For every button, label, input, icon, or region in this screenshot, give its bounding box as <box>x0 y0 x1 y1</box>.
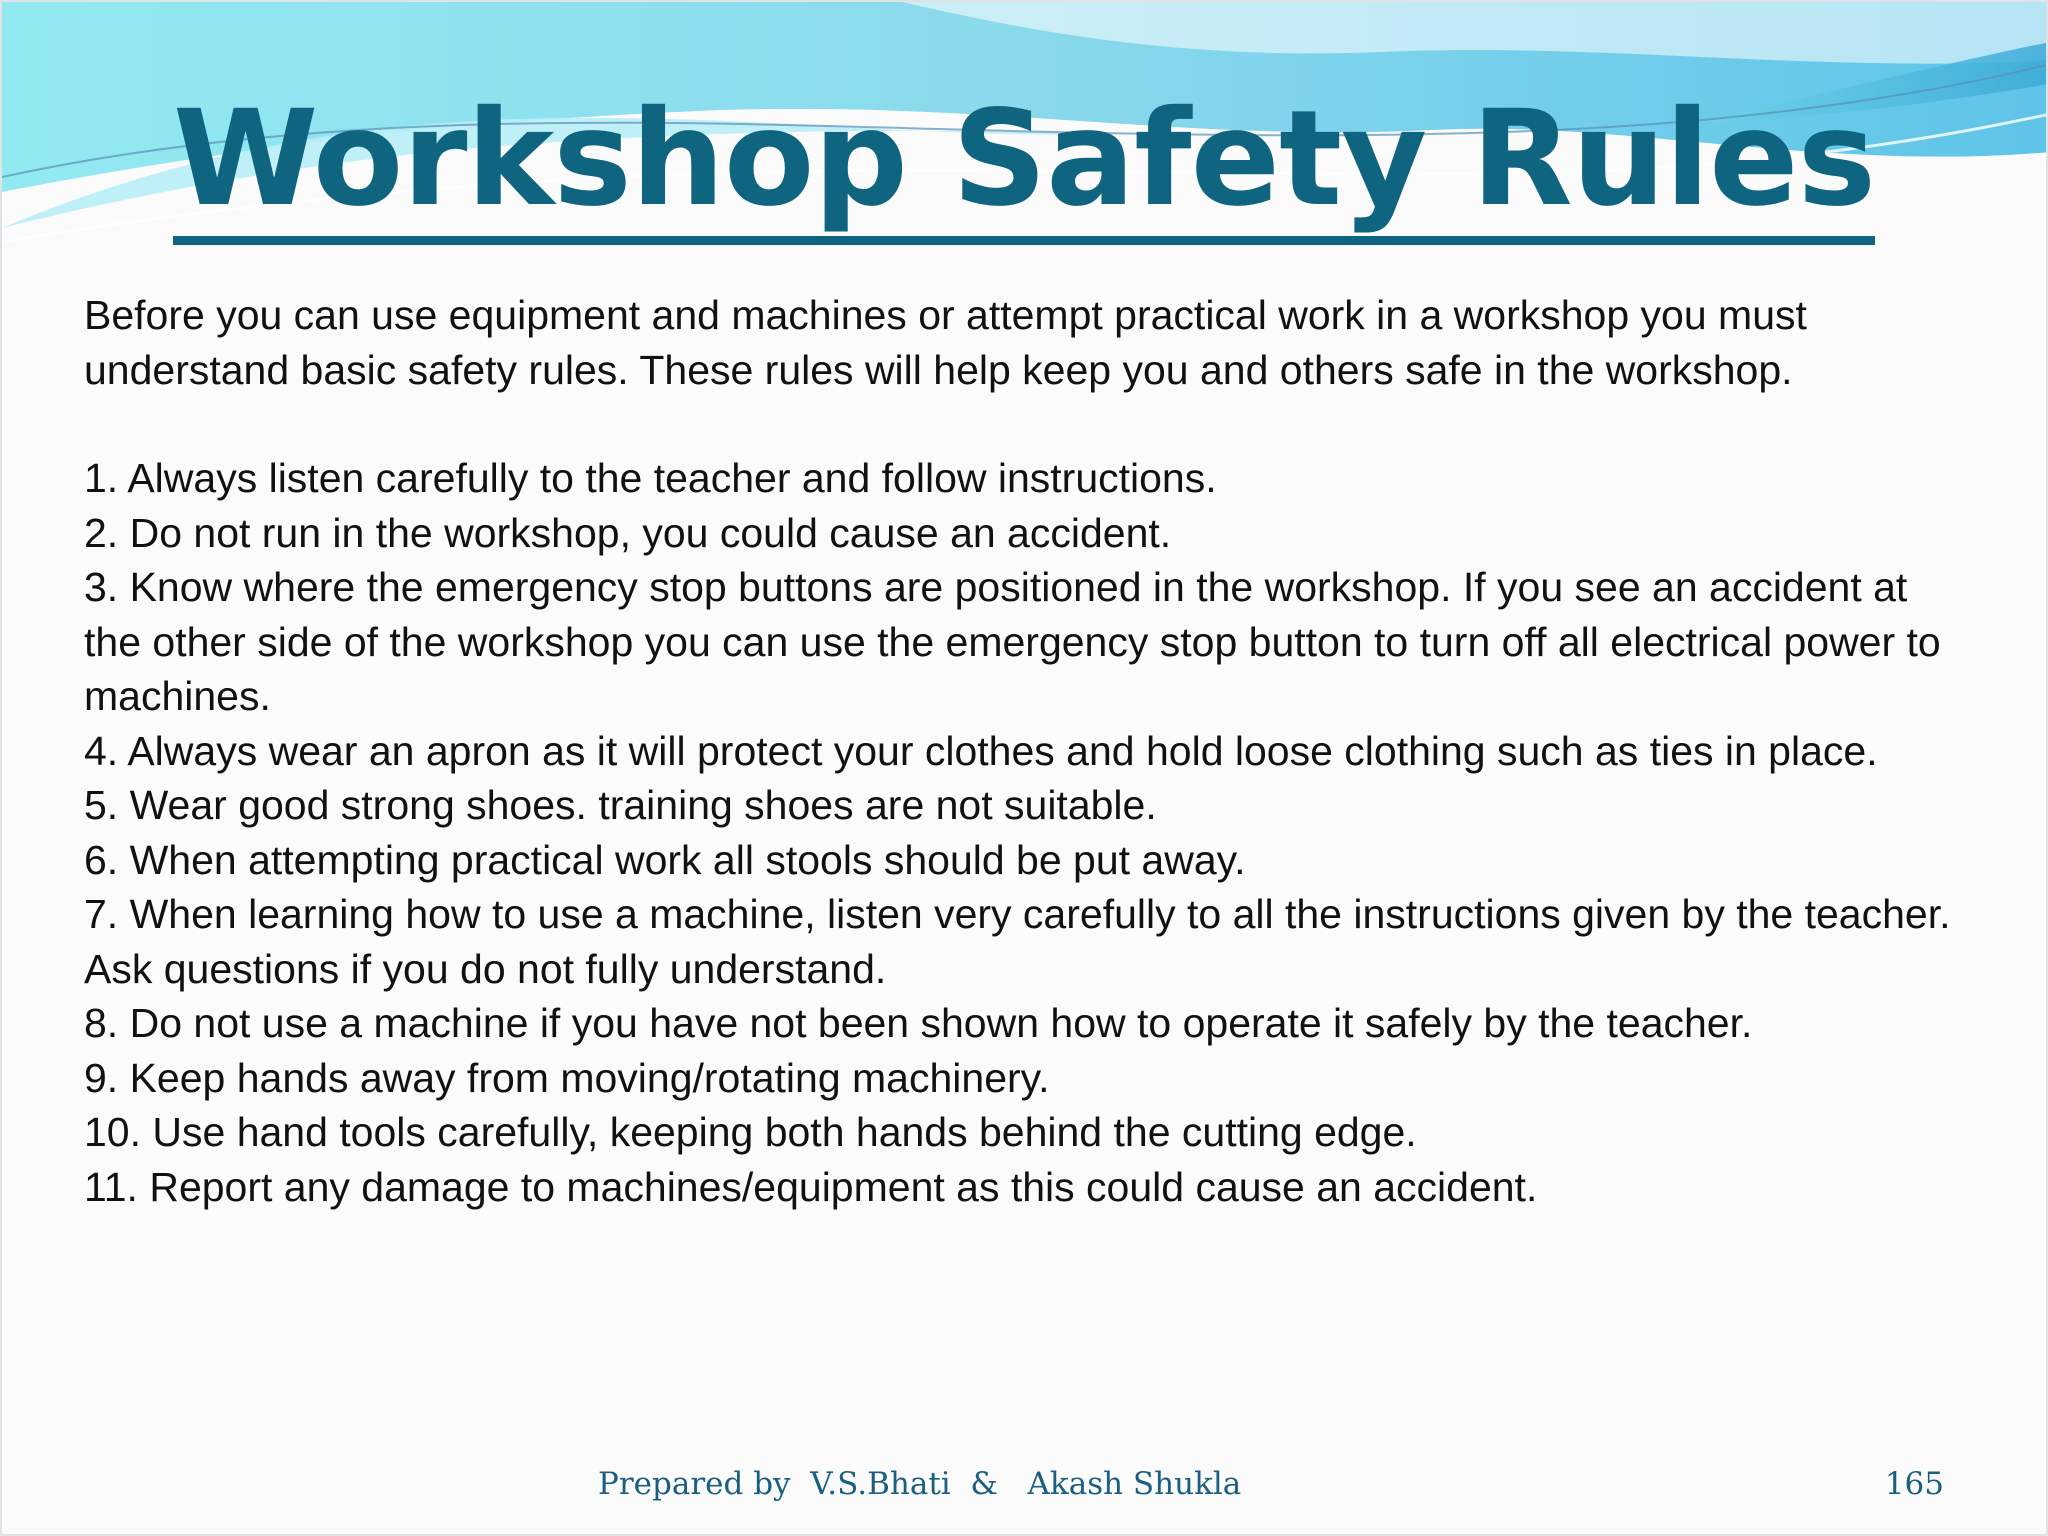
rule-item: 9. Keep hands away from moving/rotating machinery. <box>84 1054 1050 1101</box>
rule-item: 10. Use hand tools carefully, keeping both hands behind the cutting edge. <box>84 1109 1417 1155</box>
rule-item: 4. Always wear an apron as it will protect your clothes and hold loose clothing such as ties in place. <box>84 727 1878 774</box>
rule-item: 6. When attempting practical work all stools should be put away. <box>84 836 1246 883</box>
rule-item: 8. Do not use a machine if you have not been shown how to operate it safely by the teacher. <box>84 1000 1753 1046</box>
rule-item: 5. Wear good strong shoes. training shoes are not suitable. <box>84 782 1157 828</box>
rule-item: 2. Do not run in the workshop, you could cause an accident. <box>84 509 1172 556</box>
page-number: 165 <box>1884 1466 1944 1502</box>
footer-credit: Prepared by V.S.Bhati & Akash Shukla <box>598 1466 1242 1502</box>
slide-title <box>2 84 2046 245</box>
rule-item: 1. Always listen carefully to the teacher and follow instructions. <box>84 455 1217 501</box>
safety-rules-list <box>84 451 1974 1214</box>
rule-item: 7. When learning how to use a machine, listen very carefully to all the instructions given by the teacher. Ask questions if you do not fully understand. <box>84 891 1951 992</box>
slide-title-text: Workshop Safety Rules <box>173 84 1875 245</box>
intro-paragraph: Before you can use equipment and machines or attempt practical work in a workshop you must understand basic safety rules. These rules will help keep you and others safe in the workshop. <box>84 292 1807 393</box>
slide-body <box>84 288 1974 1214</box>
rule-item: 11. Report any damage to machines/equipment as this could cause an accident. <box>84 1163 1538 1210</box>
rule-item: 3. Know where the emergency stop buttons are positioned in the workshop. If you see an accident at the other side of the workshop you can use the emergency stop button to turn off all electrical power to machines. <box>84 564 1941 719</box>
